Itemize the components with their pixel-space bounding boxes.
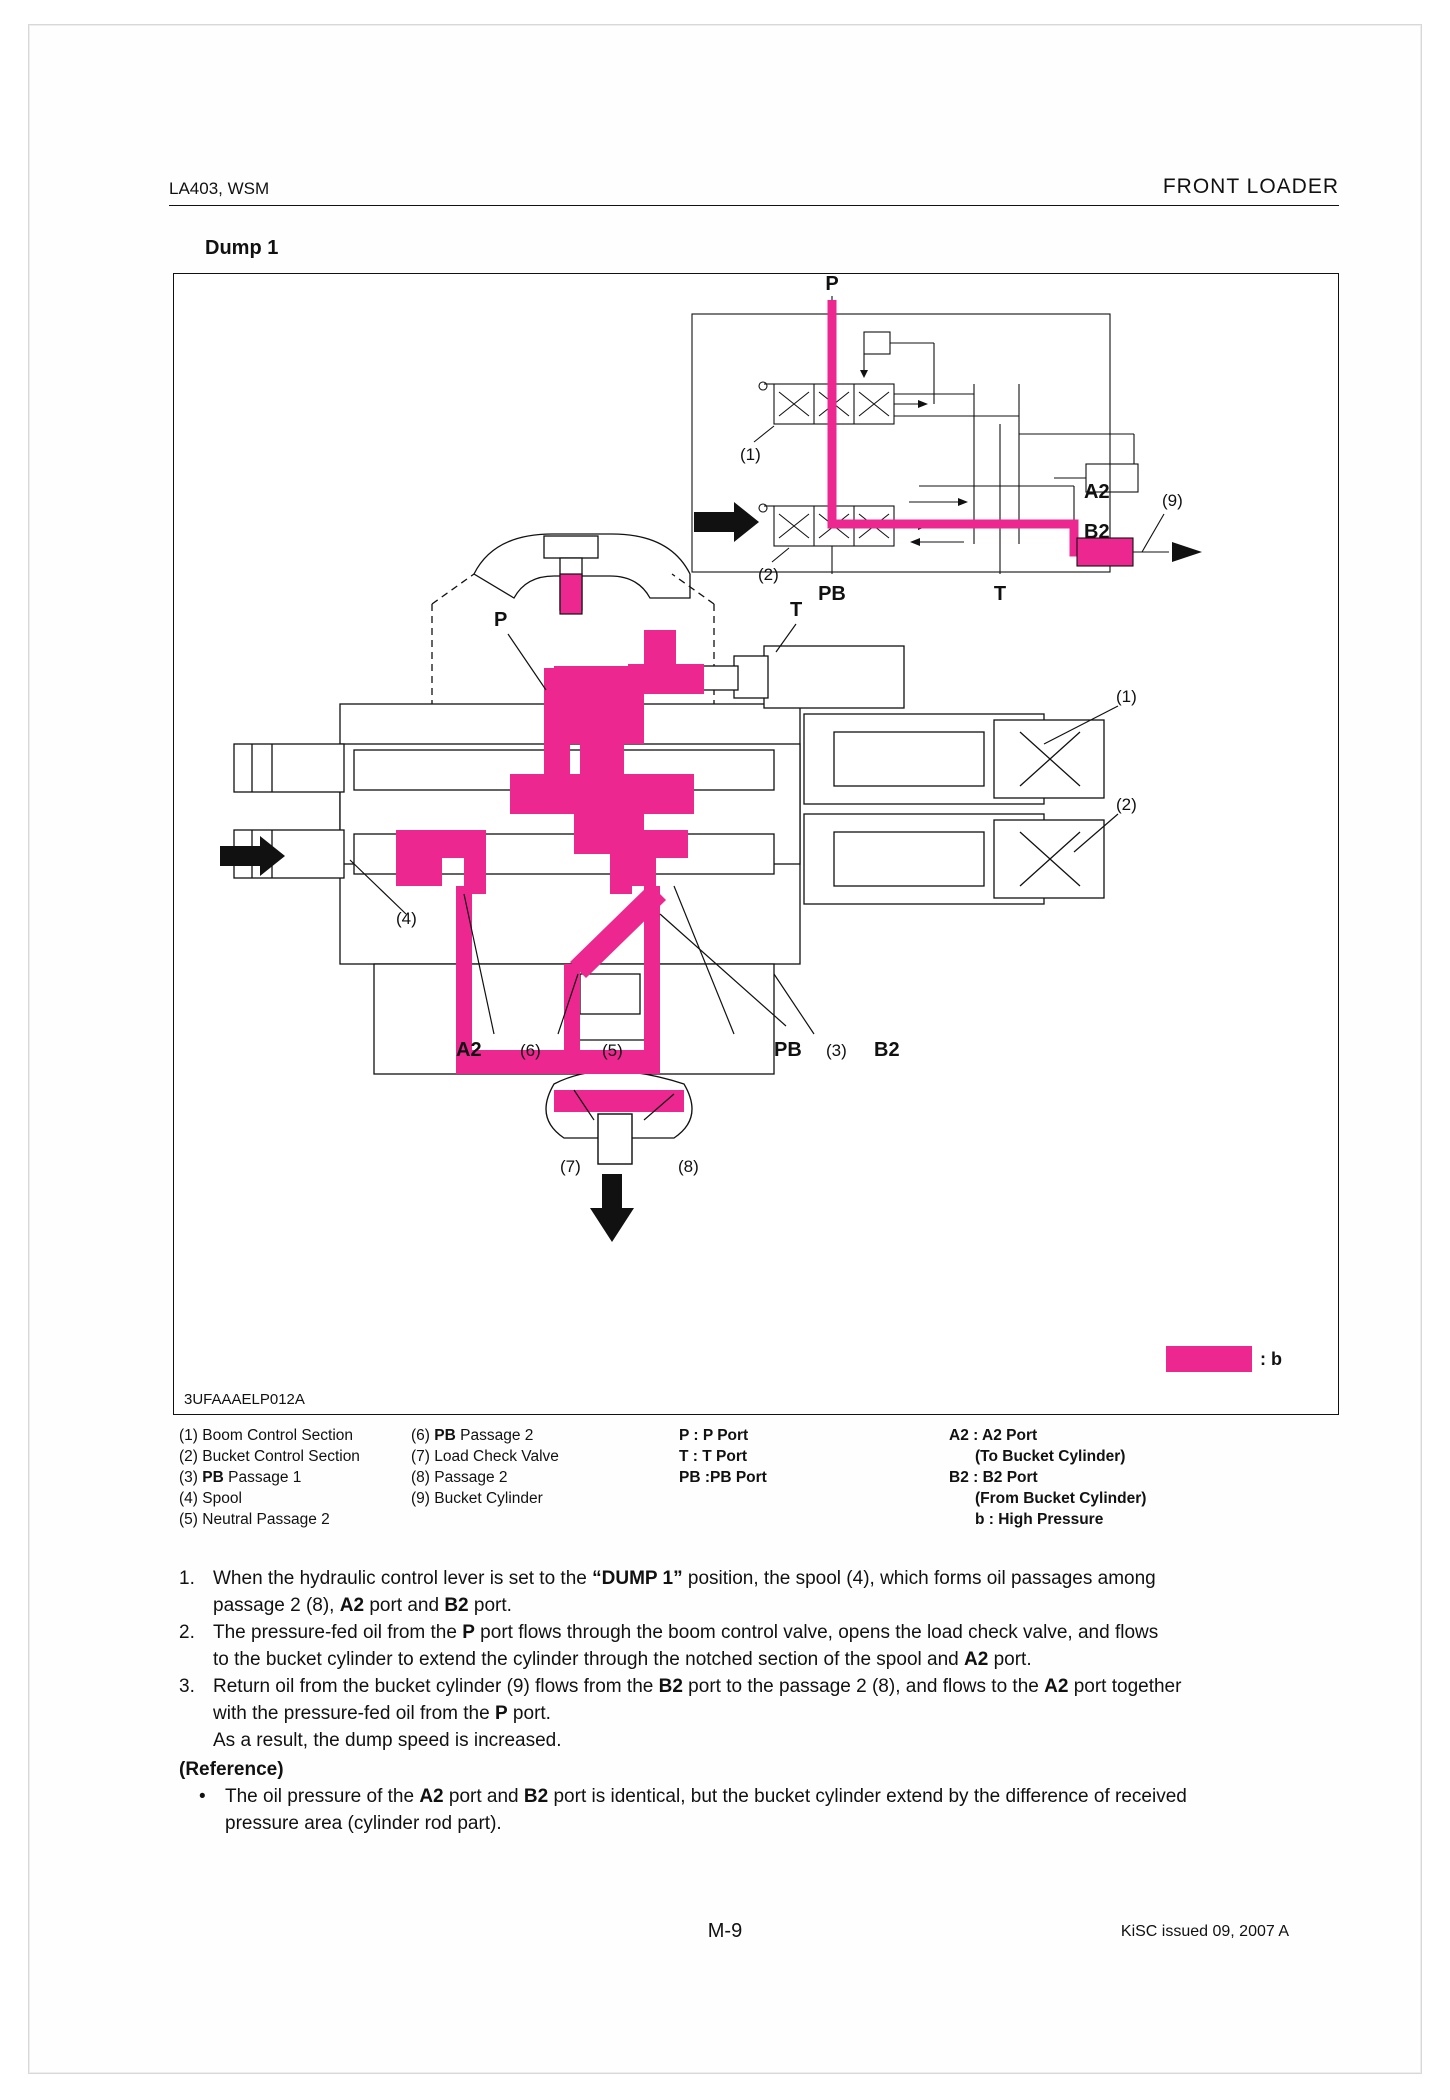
port-item: (To Bucket Cylinder) <box>975 1448 1126 1465</box>
page-header <box>169 175 1339 206</box>
svg-text:(1): (1) <box>1116 687 1137 706</box>
svg-text:B2: B2 <box>874 1039 900 1061</box>
key-item: (7) Load Check Valve <box>411 1448 559 1465</box>
svg-text:P: P <box>494 609 508 631</box>
header-right: FRONT LOADER <box>1162 175 1339 198</box>
key-item: (9) Bucket Cylinder <box>411 1490 543 1507</box>
high-pressure-swatch <box>1166 1346 1252 1372</box>
key-item: (4) Spool <box>179 1490 242 1507</box>
key-item: (2) Bucket Control Section <box>179 1448 360 1465</box>
svg-text:(2): (2) <box>1116 795 1137 814</box>
svg-text:PB: PB <box>774 1039 802 1061</box>
key-column-3 <box>679 1425 899 1488</box>
body-text <box>179 1565 1359 1837</box>
page-number: M-9 <box>707 1920 743 1942</box>
reference-heading: (Reference) <box>179 1759 284 1780</box>
svg-text:(7): (7) <box>560 1157 581 1176</box>
key-item: (3) PB Passage 1 <box>179 1469 302 1486</box>
port-item: T : T Port <box>679 1448 748 1465</box>
footer-note: KiSC issued 09, 2007 A <box>1120 1923 1289 1940</box>
svg-text:T: T <box>790 599 803 621</box>
figure-code: 3UFAAAELP012A <box>184 1391 305 1408</box>
svg-text:(3): (3) <box>826 1041 847 1060</box>
figure-legend <box>1166 1346 1282 1372</box>
port-item: P : P Port <box>679 1427 749 1444</box>
port-item: b : High Pressure <box>975 1511 1104 1528</box>
svg-text:(8): (8) <box>678 1157 699 1176</box>
numbered-item-2: 2. The pressure-fed oil from the P port flows through the boom control valve, opens the load check valve, and flows to the bucket cylinder to extend the cylinder through the notched section of the spool and A2 port. <box>179 1622 1159 1670</box>
page-sheet <box>28 24 1422 2074</box>
hydraulic-circuit-diagram <box>174 274 1338 1414</box>
svg-text:P: P <box>825 274 839 295</box>
svg-text:(9): (9) <box>1162 491 1183 510</box>
svg-text:PB: PB <box>818 583 846 605</box>
key-item: (5) Neutral Passage 2 <box>179 1511 330 1528</box>
reference-bullet: • The oil pressure of the A2 port and B2 port is identical, but the bucket cylinder extend by the difference of received pressure area (cylinder rod part). <box>199 1786 1187 1834</box>
figure-container <box>173 273 1339 1415</box>
port-item: (From Bucket Cylinder) <box>975 1490 1147 1507</box>
svg-text:(4): (4) <box>396 909 417 928</box>
header-left: LA403, WSM <box>169 179 270 198</box>
svg-text:(6): (6) <box>520 1041 541 1060</box>
flow-arrow-inlet-schematic <box>694 502 759 542</box>
port-item: B2 : B2 Port <box>949 1469 1038 1486</box>
key-item: (8) Passage 2 <box>411 1469 508 1486</box>
svg-text:A2: A2 <box>456 1039 482 1061</box>
key-item: (1) Boom Control Section <box>179 1427 354 1444</box>
flow-arrow-down <box>590 1174 634 1242</box>
key-column-2 <box>411 1425 641 1509</box>
svg-text:(2): (2) <box>758 565 779 584</box>
numbered-item-1: 1. When the hydraulic control lever is set to the “DUMP 1” position, the spool (4), which forms oil passages among passage 2 (8), A2 port and B2 port. <box>179 1568 1156 1616</box>
svg-text:A2: A2 <box>1084 481 1110 503</box>
svg-text:(1): (1) <box>740 445 761 464</box>
key-item: (6) PB Passage 2 <box>411 1427 534 1444</box>
numbered-item-3: 3. Return oil from the bucket cylinder (9) flows from the B2 port to the passage 2 (8), and flows to the A2 port together with the pressure-fed oil from the P port. As a result, the dump speed is increased. <box>179 1676 1182 1751</box>
key-column-4 <box>949 1425 1349 1530</box>
key-column-1 <box>179 1425 409 1530</box>
port-item: A2 : A2 Port <box>949 1427 1038 1444</box>
svg-text:B2: B2 <box>1084 521 1110 543</box>
section-title: Dump 1 <box>205 237 279 259</box>
high-pressure-label: : b <box>1260 1348 1282 1369</box>
svg-text:(5): (5) <box>602 1041 623 1060</box>
svg-text:T: T <box>993 583 1007 605</box>
port-item: PB :PB Port <box>679 1469 767 1486</box>
